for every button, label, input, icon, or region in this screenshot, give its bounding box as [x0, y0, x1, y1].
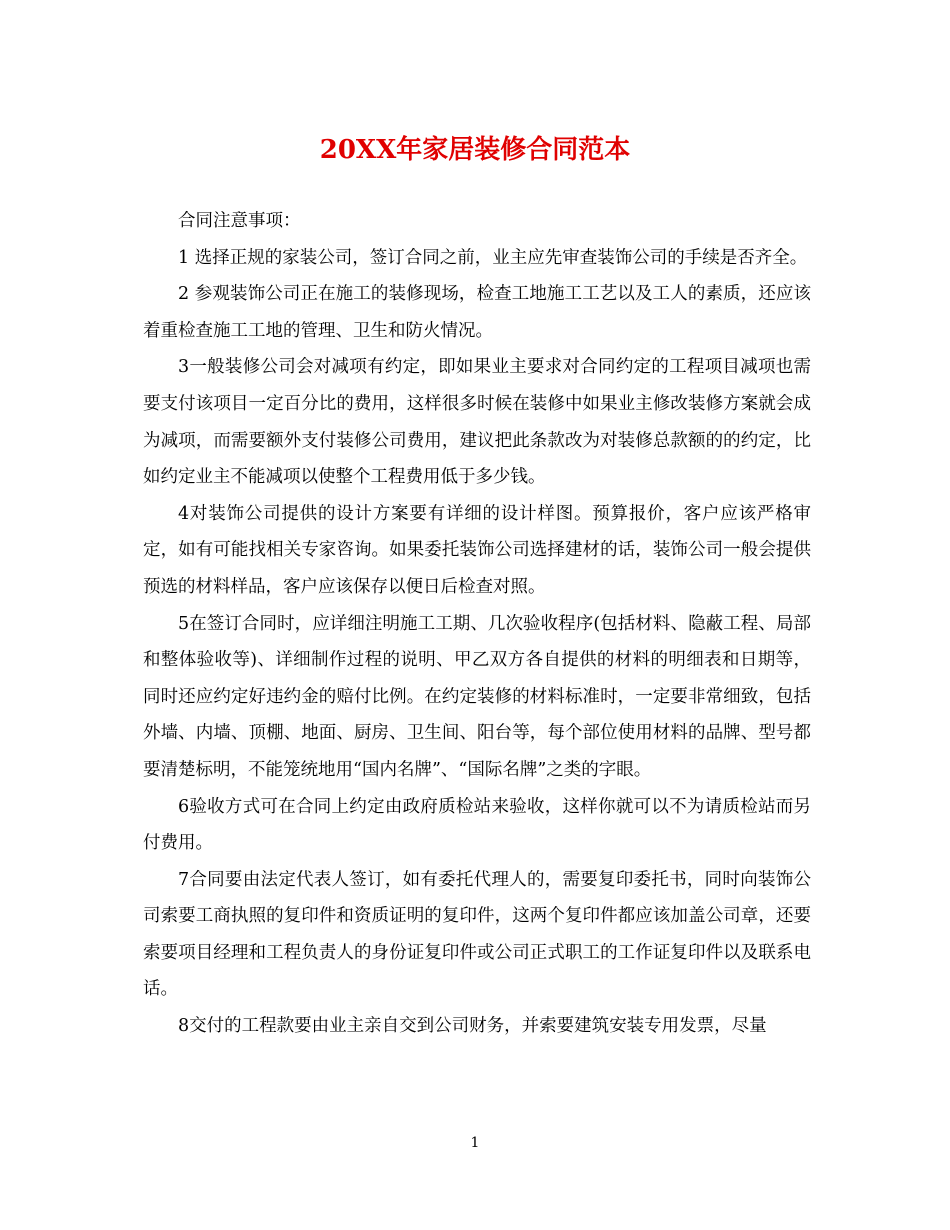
- paragraph-item-1: 1 选择正规的家装公司，签订合同之前，业主应先审查装饰公司的手续是否齐全。: [178, 247, 808, 268]
- page-title: 20XX年家居装修合同范本: [319, 135, 631, 165]
- document-body: [143, 203, 811, 1045]
- paragraph-item-7: 7合同要由法定代表人签订，如有委托代理人的，需要复印委托书，同时向装饰公司索要工商执照的复印件和资质证明的复印件，这两个复印件都应该加盖公司章，还要索要项目经理和工程负责人的身份证复印件或公司正式职工的工作证复印件以及联系电话。: [143, 869, 811, 1000]
- paragraph-item-5: 5在签订合同时，应详细注明施工工期、几次验收程序(包括材料、隐蔽工程、局部和整体验收等)、详细制作过程的说明、甲乙双方各自提供的材料的明细表和日期等，同时还应约定好违约金的赔付比例。在约定装修的材料标准时，一定要非常细致，包括外墙、内墙、顶棚、地面、厨房、卫生间、阳台等，每个部位使用材料的品牌、型号都要清楚标明，不能笼统地用“国内名牌”、“国际名牌”之类的字眼。: [143, 613, 811, 780]
- paragraph-item-6: 6验收方式可在合同上约定由政府质检站来验收，这样你就可以不为请质检站而另付费用。: [143, 796, 811, 854]
- paragraph-item-2: 2 参观装饰公司正在施工的装修现场，检查工地施工工艺以及工人的素质，还应该着重检查施工工地的管理、卫生和防火情况。: [143, 284, 811, 341]
- paragraph-item-8: 8交付的工程款要由业主亲自交到公司财务，并索要建筑安装专用发票，尽量: [178, 1016, 767, 1037]
- paragraph-item-3: 3一般装修公司会对减项有约定，即如果业主要求对合同约定的工程项目减项也需要支付该项目一定百分比的费用，这样很多时候在装修中如果业主修改装修方案就会成为减项，而需要额外支付装修公司费用，建议把此条款改为对装修总款额的的约定，比如约定业主不能减项以使整个工程费用低于多少钱。: [143, 357, 811, 488]
- paragraph-item-4: 4对装饰公司提供的设计方案要有详细的设计样图。预算报价，客户应该严格审定，如有可能找相关专家咨询。如果委托装饰公司选择建材的话，装饰公司一般会提供预选的材料样品，客户应该保存以便日后检查对照。: [143, 503, 811, 597]
- paragraph-notes-heading: 合同注意事项：: [178, 211, 301, 231]
- page-number: 1: [470, 1135, 480, 1151]
